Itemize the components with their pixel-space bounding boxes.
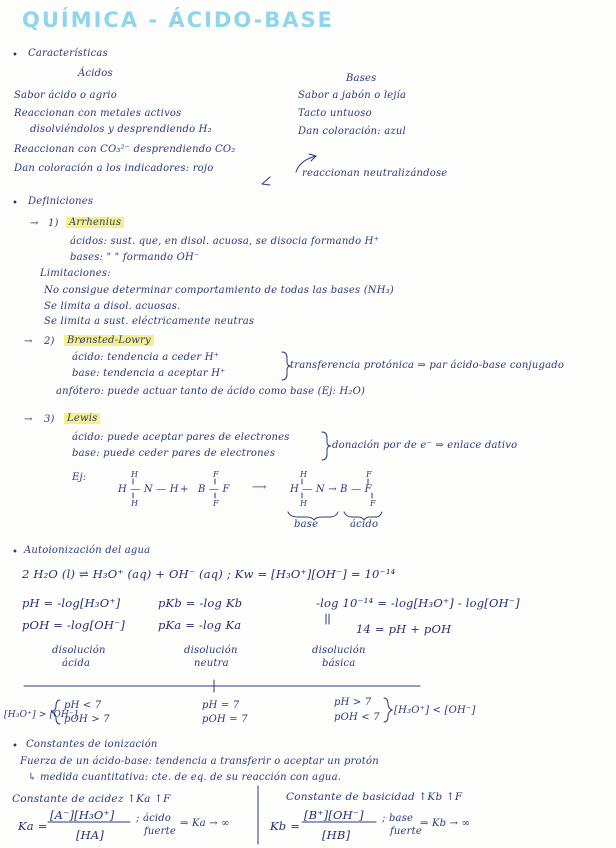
arrow-icon: →	[24, 414, 33, 425]
acids-heading: Ácidos	[78, 68, 113, 79]
neutral-poh: pOH = 7	[202, 714, 248, 725]
kb-denominator: [HB]	[322, 828, 351, 842]
kb-lhs: Kb =	[270, 819, 301, 833]
lewis-acid: ácido: puede aceptar pares de electrones	[72, 432, 290, 443]
base-label: base	[294, 519, 319, 530]
kb-note-2: fuerte	[390, 826, 422, 837]
acid-ph: pH < 7	[64, 700, 102, 711]
ka-lhs: Ka =	[18, 819, 48, 833]
limitations-heading: Limitaciones:	[40, 268, 111, 279]
atom-f: F	[366, 470, 372, 479]
def-number-2: 2)	[44, 336, 55, 347]
arrhenius-title: Arrhenius	[66, 217, 124, 228]
acid-property-1: Sabor ácido o agrio	[14, 90, 117, 101]
water-equation: 2 H₂O (l) ⇌ H₃O⁺ (aq) + OH⁻ (aq) ; Kw = [H₃O⁺][OH⁻] = 10⁻¹⁴	[22, 567, 396, 581]
limitation-2: Se limita a disol. acuosas.	[44, 301, 181, 312]
bullet: •	[12, 547, 19, 558]
example-label: Ej:	[72, 472, 87, 483]
basic-concentration: [H₃O⁺] < [OH⁻]	[394, 705, 476, 716]
adduct-structure: H — N → B — F	[290, 484, 372, 495]
basicity-constant-heading: Constante de basicidad ↑Kb ↑F	[286, 791, 463, 803]
atom-f: F	[370, 499, 376, 508]
atom-h: H	[300, 470, 308, 479]
section-heading-definiciones: Definiciones	[28, 196, 94, 207]
ka-numerator: [A⁻][H₃O⁺]	[50, 808, 115, 822]
bronsted-transfer: transferencia protónica ⇒ par ácido-base conjugado	[290, 360, 565, 371]
lewis-title: Lewis	[64, 413, 100, 424]
atom-f: F	[213, 470, 219, 479]
base-property-3: Dan coloración: azul	[298, 126, 406, 137]
bf3-structure: B — F	[198, 484, 230, 495]
log-kw: -log 10⁻¹⁴ = -log[H₃O⁺] - log[OH⁻]	[316, 596, 520, 610]
lewis-donation: donación por de e⁻ ⇒ enlace dativo	[332, 440, 518, 451]
basic-poh: pOH < 7	[334, 712, 380, 723]
acid-property-3: Reaccionan con CO₃²⁻ desprendiendo CO₂	[14, 144, 236, 155]
ka-note-2: fuerte	[144, 826, 176, 837]
bronsted-acid: ácido: tendencia a ceder H⁺	[72, 352, 220, 363]
acidity-constant-heading: Constante de acidez ↑Ka ↑F	[12, 793, 171, 805]
kb-numerator: [B⁺][OH⁻]	[304, 808, 364, 822]
pkb-definition: pKb = -log Kb	[158, 596, 243, 610]
ammonia-structure: H — N — H	[118, 484, 179, 495]
ka-limit: ⇒ Ka → ∞	[180, 818, 230, 829]
section-heading-constantes: Constantes de ionización	[26, 739, 158, 750]
ka-note-1: ; ácido	[136, 813, 172, 824]
plus-sign: +	[180, 484, 189, 495]
def-number-3: 3)	[44, 414, 55, 425]
bullet: •	[12, 50, 19, 61]
bronsted-base: base: tendencia a aceptar H⁺	[72, 368, 226, 379]
neutralization-arrow-left	[262, 177, 270, 184]
basic-solution-label: disolución	[312, 645, 366, 656]
ph-poh-sum: 14 = pH + pOH	[356, 622, 452, 636]
ka-denominator: [HA]	[76, 828, 105, 842]
base-property-1: Sabor a jabón o lejía	[298, 90, 407, 101]
pka-definition: pKa = -log Ka	[158, 618, 242, 632]
bullet: •	[12, 198, 19, 209]
acid-label: ácido	[350, 519, 379, 530]
acid-concentration: [H₃O⁺] > [OH⁻]	[4, 710, 78, 720]
arrow-icon: →	[24, 336, 33, 347]
bullet: •	[12, 741, 19, 752]
atom-f: F	[213, 499, 219, 508]
acid-property-4: Dan coloración a los indicadores: rojo	[14, 163, 214, 174]
atom-h: H	[300, 499, 308, 508]
acid-solution-label: disolución	[52, 645, 106, 656]
page-title: QUÍMICA - ÁCIDO-BASE	[22, 8, 335, 32]
arrow-icon: →	[30, 218, 39, 229]
brace-lewis	[322, 432, 331, 460]
section-heading-caracteristicas: Características	[28, 48, 108, 59]
lewis-base: base: puede ceder pares de electrones	[72, 448, 276, 459]
def-number-1: 1)	[48, 218, 59, 229]
kb-limit: ⇒ Kb → ∞	[420, 818, 471, 829]
basic-solution-label-2: básica	[322, 658, 356, 669]
limitation-3: Se limita a sust. eléctricamente neutras	[44, 316, 255, 327]
arrhenius-base: bases: " " formando OH⁻	[70, 252, 200, 263]
base-property-2: Tacto untuoso	[298, 108, 372, 119]
neutralization-note: reaccionan neutralizándose	[302, 168, 448, 179]
poh-definition: pOH = -log[OH⁻]	[22, 618, 126, 632]
neutral-solution-label-2: neutra	[194, 658, 229, 669]
bases-heading: Bases	[346, 73, 377, 84]
neutral-ph: pH = 7	[202, 700, 240, 711]
kb-note-1: ; base	[382, 813, 414, 824]
atom-h: H	[131, 470, 139, 479]
brace-basic-ph	[384, 698, 392, 722]
acid-property-2b: disolviéndolos y desprendiendo H₂	[30, 124, 212, 135]
atom-h: H	[131, 499, 139, 508]
acid-property-2: Reaccionan con metales activos	[14, 108, 182, 119]
neutral-solution-label: disolución	[184, 645, 238, 656]
reaction-arrow: ⟶	[252, 482, 267, 493]
limitation-1: No consigue determinar comportamiento de todas las bases (NH₃)	[44, 285, 394, 296]
acid-poh: pOH > 7	[64, 714, 110, 725]
strength-definition: Fuerza de un ácido-base: tendencia a transferir o aceptar un protón	[20, 756, 379, 767]
arrhenius-acid: ácidos: sust. que, en disol. acuosa, se disocia formando H⁺	[70, 236, 380, 247]
anfotero: anfótero: puede actuar tanto de ácido como base (Ej: H₂O)	[56, 386, 366, 397]
bronsted-title: Brønsted-Lowry	[64, 335, 154, 346]
acid-solution-label-2: ácida	[62, 658, 91, 669]
quantitative-measure: ↳ medida cuantitativa: cte. de eq. de su reacción con agua.	[28, 772, 342, 783]
ph-definition: pH = -log[H₃O⁺]	[22, 596, 121, 610]
basic-ph: pH > 7	[334, 697, 372, 708]
section-heading-autoionizacion: Autoionización del agua	[24, 545, 151, 556]
